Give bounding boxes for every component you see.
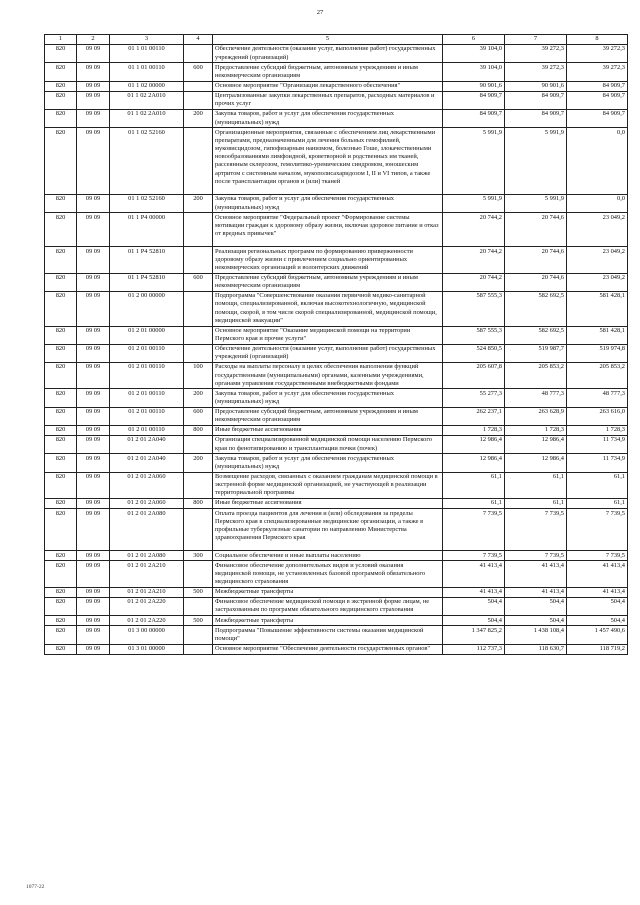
section-code: 09 09 [77, 472, 110, 498]
table-row [45, 63, 628, 81]
expense-type-code [184, 91, 213, 109]
target-article-code: 01 2 01 2А040 [110, 436, 184, 454]
section-code: 09 09 [77, 407, 110, 425]
amount-year-1: 7 739,5 [443, 551, 505, 561]
expense-type-code: 600 [184, 63, 213, 81]
expense-description: Основное мероприятие "Оказание медицинской помощи на территории Пермского края и прочие услуги" [213, 326, 443, 344]
amount-year-3: 23 049,2 [567, 273, 628, 291]
grbs-code: 820 [45, 247, 77, 273]
section-code: 09 09 [77, 616, 110, 626]
column-header: 4 [184, 35, 213, 45]
amount-year-3: 1 457 490,6 [567, 626, 628, 644]
target-article-code: 01 2 01 2А080 [110, 509, 184, 551]
expense-type-code: 200 [184, 109, 213, 127]
grbs-code: 820 [45, 389, 77, 407]
grbs-code: 820 [45, 644, 77, 654]
amount-year-1: 39 104,0 [443, 45, 505, 63]
expense-description: Основное мероприятие "Обеспечение деятельности государственных органов" [213, 644, 443, 654]
grbs-code: 820 [45, 472, 77, 498]
table-row [45, 626, 628, 644]
section-code: 09 09 [77, 509, 110, 551]
amount-year-2: 20 744,6 [505, 213, 567, 247]
amount-year-3: 118 719,2 [567, 644, 628, 654]
amount-year-2: 12 986,4 [505, 454, 567, 472]
target-article-code: 01 2 01 2А210 [110, 561, 184, 587]
footer-code: 1077-22 [26, 884, 45, 890]
expense-description: Иные бюджетные ассигнования [213, 426, 443, 436]
target-article-code: 01 2 01 2А040 [110, 454, 184, 472]
grbs-code: 820 [45, 194, 77, 212]
column-header: 6 [443, 35, 505, 45]
grbs-code: 820 [45, 509, 77, 551]
grbs-code: 820 [45, 91, 77, 109]
table-row [45, 436, 628, 454]
amount-year-1: 5 991,9 [443, 128, 505, 195]
expense-description: Закупка товаров, работ и услуг для обеспечения государственных (муниципальных) нужд [213, 109, 443, 127]
amount-year-2: 7 739,5 [505, 551, 567, 561]
grbs-code: 820 [45, 344, 77, 362]
amount-year-1: 55 277,3 [443, 389, 505, 407]
grbs-code: 820 [45, 291, 77, 326]
table-row [45, 551, 628, 561]
amount-year-1: 587 555,3 [443, 291, 505, 326]
expense-type-code [184, 291, 213, 326]
amount-year-3: 581 428,1 [567, 326, 628, 344]
amount-year-1: 39 104,0 [443, 63, 505, 81]
target-article-code: 01 2 01 00110 [110, 363, 184, 389]
expense-type-code: 500 [184, 616, 213, 626]
amount-year-1: 12 986,4 [443, 454, 505, 472]
amount-year-3: 48 777,3 [567, 389, 628, 407]
amount-year-2: 504,4 [505, 616, 567, 626]
section-code: 09 09 [77, 213, 110, 247]
section-code: 09 09 [77, 273, 110, 291]
table-row [45, 344, 628, 362]
amount-year-3: 581 428,1 [567, 291, 628, 326]
amount-year-3: 263 616,0 [567, 407, 628, 425]
amount-year-2: 118 630,7 [505, 644, 567, 654]
amount-year-3: 7 739,5 [567, 551, 628, 561]
expense-description: Финансовое обеспечение медицинской помощи в экстренной форме лицам, не застрахованным по программе обязательного медицинского страхования [213, 597, 443, 615]
amount-year-1: 12 986,4 [443, 436, 505, 454]
amount-year-3: 7 739,5 [567, 509, 628, 551]
expense-description: Предоставление субсидий бюджетным, автономным учреждениям и иным некоммерческим организациям [213, 407, 443, 425]
section-code: 09 09 [77, 454, 110, 472]
table-row [45, 472, 628, 498]
amount-year-2: 1 728,3 [505, 426, 567, 436]
expense-type-code: 800 [184, 499, 213, 509]
amount-year-1: 1 728,3 [443, 426, 505, 436]
column-header: 8 [567, 35, 628, 45]
amount-year-2: 90 901,6 [505, 81, 567, 91]
section-code: 09 09 [77, 587, 110, 597]
expense-type-code: 600 [184, 273, 213, 291]
section-code: 09 09 [77, 436, 110, 454]
amount-year-3: 84 909,7 [567, 109, 628, 127]
section-code: 09 09 [77, 247, 110, 273]
amount-year-3: 61,1 [567, 472, 628, 498]
expense-type-code [184, 509, 213, 551]
amount-year-1: 5 991,9 [443, 194, 505, 212]
column-header-row [45, 35, 628, 45]
amount-year-2: 519 987,7 [505, 344, 567, 362]
table-row [45, 509, 628, 551]
grbs-code: 820 [45, 426, 77, 436]
expense-description: Закупка товаров, работ и услуг для обеспечения государственных (муниципальных) нужд [213, 194, 443, 212]
amount-year-2: 61,1 [505, 499, 567, 509]
table-row [45, 363, 628, 389]
expense-description: Организационные мероприятия, связанные с обеспечением лиц лекарственными препаратами, предназначенными для лечения больных гемофилией, муковисцидозом, гипофизарным нанизмом, болезнью Гоше, злокачественными новообразованиями лимфоидной, кроветворной и родственных им тканей, рассеянным склерозом, гемолитико-уремическим синдромом, юношеским артритом с системным началом, мукополисахаридозом I, II и VI типов, а также после трансплантации органов и (или) тканей [213, 128, 443, 195]
amount-year-2: 582 692,5 [505, 291, 567, 326]
column-header: 5 [213, 35, 443, 45]
expense-type-code: 800 [184, 426, 213, 436]
amount-year-1: 205 607,8 [443, 363, 505, 389]
expense-description: Основное мероприятие "Федеральный проект "Формирование системы мотивации граждан к здоровому образу жизни, включая здоровое питание и отказ от вредных привычек" [213, 213, 443, 247]
grbs-code: 820 [45, 616, 77, 626]
amount-year-3: 504,4 [567, 616, 628, 626]
target-article-code: 01 3 00 00000 [110, 626, 184, 644]
amount-year-1: 61,1 [443, 499, 505, 509]
table-row [45, 128, 628, 195]
grbs-code: 820 [45, 436, 77, 454]
table-row [45, 247, 628, 273]
expense-description: Обеспечение деятельности (оказание услуг, выполнение работ) государственных учреждений (организаций) [213, 344, 443, 362]
amount-year-1: 262 237,1 [443, 407, 505, 425]
table-row [45, 454, 628, 472]
amount-year-2: 5 991,9 [505, 128, 567, 195]
table-row [45, 326, 628, 344]
table-row [45, 273, 628, 291]
amount-year-2: 1 438 108,4 [505, 626, 567, 644]
expense-type-code [184, 326, 213, 344]
amount-year-2: 20 744,6 [505, 247, 567, 273]
amount-year-3: 11 734,9 [567, 454, 628, 472]
expense-description: Финансовое обеспечение дополнительных видов и условий оказания медицинской помощи, не установленных базовой программой обязательного медицинского страхования [213, 561, 443, 587]
amount-year-3: 84 909,7 [567, 91, 628, 109]
expense-description: Закупка товаров, работ и услуг для обеспечения государственных (муниципальных) нужд [213, 389, 443, 407]
amount-year-1: 84 909,7 [443, 109, 505, 127]
amount-year-3: 41 413,4 [567, 587, 628, 597]
amount-year-2: 41 413,4 [505, 587, 567, 597]
target-article-code: 01 1 01 00110 [110, 63, 184, 81]
amount-year-3: 23 049,2 [567, 213, 628, 247]
grbs-code: 820 [45, 273, 77, 291]
expense-description: Предоставление субсидий бюджетным, автономным учреждениям и иным некоммерческим организациям [213, 273, 443, 291]
amount-year-2: 12 986,4 [505, 436, 567, 454]
target-article-code: 01 3 01 00000 [110, 644, 184, 654]
amount-year-1: 7 739,5 [443, 509, 505, 551]
amount-year-3: 39 272,3 [567, 63, 628, 81]
amount-year-3: 1 728,3 [567, 426, 628, 436]
expense-description: Обеспечение деятельности (оказание услуг, выполнение работ) государственных учреждений (организаций) [213, 45, 443, 63]
amount-year-3: 11 734,9 [567, 436, 628, 454]
section-code: 09 09 [77, 109, 110, 127]
amount-year-2: 7 739,5 [505, 509, 567, 551]
amount-year-1: 90 901,6 [443, 81, 505, 91]
section-code: 09 09 [77, 597, 110, 615]
section-code: 09 09 [77, 363, 110, 389]
grbs-code: 820 [45, 45, 77, 63]
table-row [45, 407, 628, 425]
section-code: 09 09 [77, 91, 110, 109]
target-article-code: 01 1 02 52160 [110, 128, 184, 195]
table-row [45, 194, 628, 212]
amount-year-2: 582 692,5 [505, 326, 567, 344]
table-row [45, 587, 628, 597]
amount-year-3: 504,4 [567, 597, 628, 615]
target-article-code: 01 2 01 00000 [110, 326, 184, 344]
target-article-code: 01 2 00 00000 [110, 291, 184, 326]
amount-year-2: 48 777,3 [505, 389, 567, 407]
column-header: 7 [505, 35, 567, 45]
amount-year-1: 504,4 [443, 616, 505, 626]
amount-year-3: 41 413,4 [567, 561, 628, 587]
expense-type-code [184, 597, 213, 615]
target-article-code: 01 2 01 2А080 [110, 551, 184, 561]
target-article-code: 01 1 02 2А010 [110, 109, 184, 127]
table-row [45, 426, 628, 436]
expense-description: Возмещение расходов, связанных с оказанием гражданам медицинской помощи в экстренной форме медицинской организацией, не участвующей в реализации территориальной программы [213, 472, 443, 498]
expense-type-code [184, 626, 213, 644]
amount-year-2: 504,4 [505, 597, 567, 615]
target-article-code: 01 1 01 00110 [110, 45, 184, 63]
table-row [45, 91, 628, 109]
section-code: 09 09 [77, 499, 110, 509]
amount-year-2: 20 744,6 [505, 273, 567, 291]
expense-type-code [184, 45, 213, 63]
grbs-code: 820 [45, 561, 77, 587]
table-row [45, 389, 628, 407]
table-row [45, 499, 628, 509]
grbs-code: 820 [45, 63, 77, 81]
expense-description: Предоставление субсидий бюджетным, автономным учреждениям и иным некоммерческим организациям [213, 63, 443, 81]
target-article-code: 01 1 Р4 52810 [110, 273, 184, 291]
amount-year-2: 205 853,2 [505, 363, 567, 389]
section-code: 09 09 [77, 81, 110, 91]
target-article-code: 01 1 Р4 00000 [110, 213, 184, 247]
amount-year-1: 112 737,3 [443, 644, 505, 654]
target-article-code: 01 1 Р4 52810 [110, 247, 184, 273]
amount-year-2: 39 272,3 [505, 63, 567, 81]
target-article-code: 01 2 01 00110 [110, 389, 184, 407]
table-row [45, 616, 628, 626]
column-header: 1 [45, 35, 77, 45]
target-article-code: 01 2 01 00110 [110, 344, 184, 362]
section-code: 09 09 [77, 344, 110, 362]
amount-year-1: 84 909,7 [443, 91, 505, 109]
expense-type-code [184, 344, 213, 362]
grbs-code: 820 [45, 407, 77, 425]
grbs-code: 820 [45, 551, 77, 561]
table-row [45, 213, 628, 247]
amount-year-1: 587 555,3 [443, 326, 505, 344]
expense-type-code [184, 644, 213, 654]
grbs-code: 820 [45, 128, 77, 195]
table-row [45, 45, 628, 63]
amount-year-3: 39 272,3 [567, 45, 628, 63]
table-row [45, 291, 628, 326]
amount-year-1: 41 413,4 [443, 561, 505, 587]
target-article-code: 01 2 01 2А060 [110, 499, 184, 509]
expense-description: Централизованные закупки лекарственных препаратов, расходных материалов и прочих услуг [213, 91, 443, 109]
table-row [45, 109, 628, 127]
target-article-code: 01 1 02 00000 [110, 81, 184, 91]
expense-description: Социальное обеспечение и иные выплаты населению [213, 551, 443, 561]
amount-year-3: 205 853,2 [567, 363, 628, 389]
section-code: 09 09 [77, 326, 110, 344]
section-code: 09 09 [77, 561, 110, 587]
section-code: 09 09 [77, 626, 110, 644]
amount-year-2: 61,1 [505, 472, 567, 498]
grbs-code: 820 [45, 626, 77, 644]
section-code: 09 09 [77, 389, 110, 407]
grbs-code: 820 [45, 587, 77, 597]
grbs-code: 820 [45, 499, 77, 509]
column-header: 2 [77, 35, 110, 45]
grbs-code: 820 [45, 81, 77, 91]
amount-year-3: 23 049,2 [567, 247, 628, 273]
section-code: 09 09 [77, 644, 110, 654]
amount-year-1: 20 744,2 [443, 247, 505, 273]
section-code: 09 09 [77, 291, 110, 326]
amount-year-1: 20 744,2 [443, 273, 505, 291]
target-article-code: 01 2 01 00110 [110, 426, 184, 436]
grbs-code: 820 [45, 213, 77, 247]
expense-description: Оплата проезда пациентов для лечения и (или) обследования за пределы Пермского края в специализированные медицинские организации, а также в профильные туберкулезные санатории по направлению Министерства здравоохранения Пермского края [213, 509, 443, 551]
expense-type-code [184, 81, 213, 91]
expense-type-code [184, 247, 213, 273]
table-row [45, 644, 628, 654]
amount-year-1: 41 413,4 [443, 587, 505, 597]
amount-year-1: 524 850,5 [443, 344, 505, 362]
expense-type-code: 200 [184, 454, 213, 472]
grbs-code: 820 [45, 326, 77, 344]
amount-year-2: 84 909,7 [505, 91, 567, 109]
grbs-code: 820 [45, 109, 77, 127]
target-article-code: 01 2 01 00110 [110, 407, 184, 425]
expense-description: Подпрограмма "Совершенствование оказания первичной медико-санитарной помощи, специализированной, включая высокотехнологичную, медицинской помощи, скорой, в том числе скорой специализированной, медицинской помощи, медицинской эвакуации" [213, 291, 443, 326]
amount-year-3: 61,1 [567, 499, 628, 509]
target-article-code: 01 2 01 2А220 [110, 616, 184, 626]
amount-year-3: 0,0 [567, 128, 628, 195]
amount-year-1: 61,1 [443, 472, 505, 498]
section-code: 09 09 [77, 128, 110, 195]
grbs-code: 820 [45, 597, 77, 615]
expense-type-code: 600 [184, 407, 213, 425]
table-row [45, 561, 628, 587]
amount-year-3: 519 974,8 [567, 344, 628, 362]
grbs-code: 820 [45, 363, 77, 389]
expense-type-code: 300 [184, 551, 213, 561]
expense-type-code: 100 [184, 363, 213, 389]
column-header: 3 [110, 35, 184, 45]
page-number: 27 [316, 9, 324, 16]
amount-year-1: 20 744,2 [443, 213, 505, 247]
expense-description: Организация специализированной медицинской помощи населению Пермского края по фенотипированию и трансплантации почки (почек) [213, 436, 443, 454]
amount-year-2: 39 272,3 [505, 45, 567, 63]
expense-type-code [184, 561, 213, 587]
target-article-code: 01 2 01 2А210 [110, 587, 184, 597]
amount-year-3: 0,0 [567, 194, 628, 212]
amount-year-2: 263 628,9 [505, 407, 567, 425]
expense-type-code [184, 472, 213, 498]
expense-description: Закупка товаров, работ и услуг для обеспечения государственных (муниципальных) нужд [213, 454, 443, 472]
section-code: 09 09 [77, 45, 110, 63]
expense-type-code: 200 [184, 389, 213, 407]
expense-type-code [184, 128, 213, 195]
amount-year-2: 5 991,9 [505, 194, 567, 212]
expense-description: Реализация региональных программ по формированию приверженности здоровому образу жизни с привлечением социально ориентированных некоммерческих организаций и волонтерских движений [213, 247, 443, 273]
section-code: 09 09 [77, 194, 110, 212]
expense-type-code [184, 213, 213, 247]
target-article-code: 01 1 02 52160 [110, 194, 184, 212]
grbs-code: 820 [45, 454, 77, 472]
expense-type-code: 500 [184, 587, 213, 597]
section-code: 09 09 [77, 426, 110, 436]
amount-year-1: 504,4 [443, 597, 505, 615]
section-code: 09 09 [77, 63, 110, 81]
amount-year-3: 84 909,7 [567, 81, 628, 91]
expense-description: Расходы на выплаты персоналу в целях обеспечения выполнения функций государственными (муниципальными) органами, казенными учреждениями, органами управления государственными внебюджетными фондами [213, 363, 443, 389]
expense-type-code [184, 436, 213, 454]
target-article-code: 01 1 02 2А010 [110, 91, 184, 109]
expense-description: Иные бюджетные ассигнования [213, 499, 443, 509]
target-article-code: 01 2 01 2А220 [110, 597, 184, 615]
amount-year-2: 41 413,4 [505, 561, 567, 587]
expense-description: Подпрограмма "Повышение эффективности системы оказания медицинской помощи" [213, 626, 443, 644]
amount-year-2: 84 909,7 [505, 109, 567, 127]
table-row [45, 597, 628, 615]
target-article-code: 01 2 01 2А060 [110, 472, 184, 498]
amount-year-1: 1 347 825,2 [443, 626, 505, 644]
expense-description: Межбюджетные трансферты [213, 616, 443, 626]
expense-type-code: 200 [184, 194, 213, 212]
budget-table [44, 34, 628, 655]
table-row [45, 81, 628, 91]
section-code: 09 09 [77, 551, 110, 561]
expense-description: Основное мероприятие "Организация лекарственного обеспечения" [213, 81, 443, 91]
expense-description: Межбюджетные трансферты [213, 587, 443, 597]
